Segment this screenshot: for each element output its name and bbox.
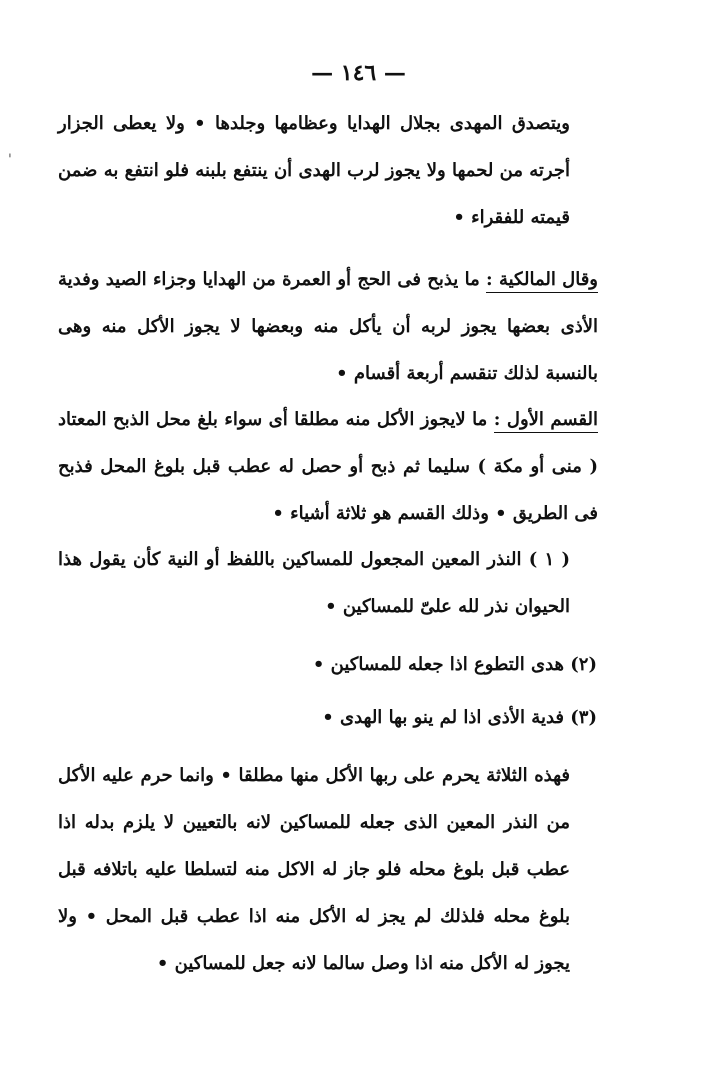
list-item-two: (٢) هدى التطوع اذا جعله للمساكين • [312,654,597,675]
paragraph-conclusion [58,752,598,987]
paragraph-section-one [58,396,598,537]
paragraph-maliki [58,256,598,397]
list-item-one [58,536,598,630]
list-item-text: ( ١ ) النذر المعين المجعول للمساكين باللفظ أو النية كأن يقول هذا الحيوان نذر لله علىّ للمساكين • [58,549,570,617]
maliki-heading: وقال المالكية : [486,269,598,293]
paragraph-hady-distribution [58,100,598,241]
margin-mark: ' [8,152,12,168]
list-item-three: (٣) فدية الأذى اذا لم ينو بها الهدى • [322,707,597,728]
section-one-heading: القسم الأول : [494,409,598,433]
paragraph-text [58,396,598,537]
paragraph-text: ويتصدق المهدى بجلال الهدايا وعظامها وجلدها • ولا يعطى الجزار أجرته من لحمها ولا يجوز لرب الهدى أن ينتفع بلبنه فلو انتفع به ضمن قيمته للفقراء • [58,113,570,228]
paragraph-text [58,256,598,397]
paragraph-text: فهذه الثلاثة يحرم على ربها الأكل منها مطلقا • وانما حرم عليه الأكل من النذر المعين الذى جعله للمساكين لانه بالتعيين لا يلزم بدله اذا عطب قبل بلوغ محله فلو جاز له الاكل منه لتسلطا عليه باتلافه قبل بلوغ محله فلذلك لم يجز له الأكل منه اذا عطب قبل المحل • ولا يجوز له الأكل منه اذا وصل سالما لانه جعل للمساكين • [58,765,570,974]
section-one-text: ما لايجوز الأكل منه مطلقا أى سواء بلغ محل الذبح المعتاد ( منى أو مكة ) سليما ثم ذبح أو حصل له عطب قبل بلوغ المحل فذبح فى الطريق • وذلك القسم هو ثلاثة أشياء • [58,409,598,524]
maliki-text: ما يذبح فى الحج أو العمرة من الهدايا وجزاء الصيد وفدية الأذى بعضها يجوز لربه أن يأكل منه وبعضها لا يجوز الأكل منه وهى بالنسبة لذلك تنقسم أربعة أقسام • [58,269,598,384]
page-number: — ١٤٦ — [311,60,406,86]
